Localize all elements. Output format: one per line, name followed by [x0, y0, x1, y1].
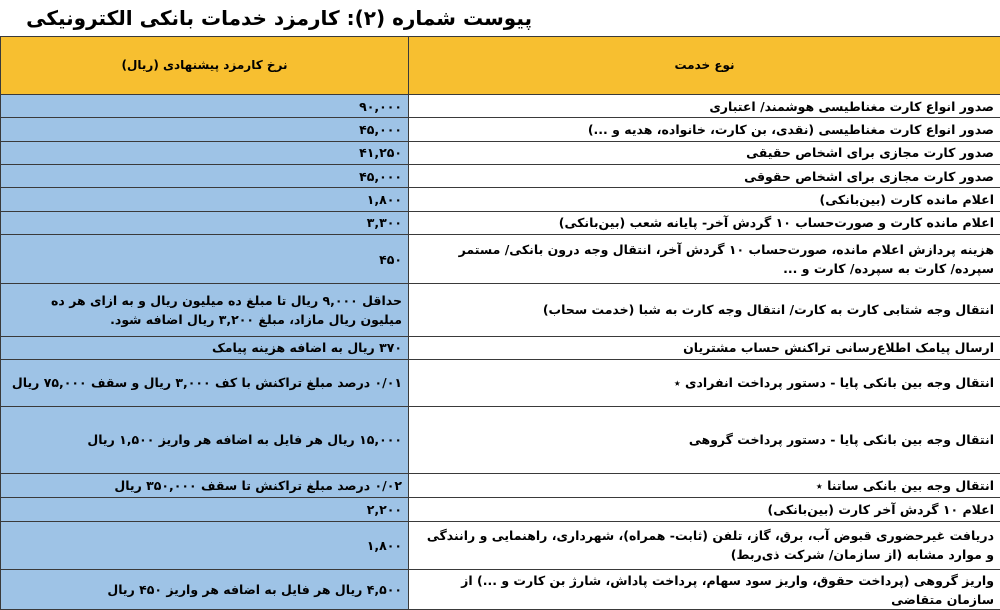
service-cell: صدور کارت مجازی برای اشخاص حقوقی [409, 165, 1000, 188]
header-row [1, 37, 1000, 95]
table-row [1, 360, 1000, 407]
table-row [1, 211, 1000, 234]
table-row [1, 406, 1000, 473]
table-row [1, 188, 1000, 211]
fee-cell: حداقل ۹,۰۰۰ ریال تا مبلغ ده میلیون ریال و به ازای هر ده میلیون ریال مازاد، مبلغ ۳,۲۰۰ ریال اضافه شود. [1, 283, 409, 336]
service-cell: واریز گروهی (پرداخت حقوق، واریز سود سهام، پرداخت پاداش، شارژ بن کارت و ...) از سازمان متقاضی [409, 570, 1000, 610]
table-row [1, 283, 1000, 336]
service-cell: اعلام ۱۰ گردش آخر کارت (بین‌بانکی) [409, 498, 1000, 521]
fee-cell: ۹۰,۰۰۰ [1, 95, 409, 118]
service-cell: ارسال پیامک اطلاع‌رسانی تراکنش حساب مشتریان [409, 336, 1000, 359]
table-row [1, 521, 1000, 570]
table-row [1, 235, 1000, 284]
table-row [1, 336, 1000, 359]
fee-cell: ۱,۸۰۰ [1, 188, 409, 211]
table-row [1, 95, 1000, 118]
fee-cell: ۳۷۰ ریال به اضافه هزینه پیامک [1, 336, 409, 359]
service-cell: صدور انواع کارت مغناطیسی هوشمند/ اعتباری [409, 95, 1000, 118]
service-cell: انتقال وجه شتابی کارت به کارت/ انتقال وجه کارت به شبا (خدمت سحاب) [409, 283, 1000, 336]
table-row [1, 118, 1000, 141]
fee-cell: ۰/۰۱ درصد مبلغ تراکنش با کف ۳,۰۰۰ ریال و سقف ۷۵,۰۰۰ ریال [1, 360, 409, 407]
fee-cell: ۲,۲۰۰ [1, 498, 409, 521]
fee-cell: ۴,۵۰۰ ریال هر فایل به اضافه هر واریز ۴۵۰ ریال [1, 570, 409, 610]
service-cell: انتقال وجه بین بانکی ساتنا ٭ [409, 473, 1000, 497]
fee-cell: ۴۵,۰۰۰ [1, 118, 409, 141]
fee-cell: ۴۱,۲۵۰ [1, 141, 409, 164]
fee-cell: ۰/۰۲ درصد مبلغ تراکنش تا سقف ۳۵۰,۰۰۰ ریال [1, 473, 409, 497]
service-cell: دریافت غیرحضوری قبوض آب، برق، گاز، تلفن (ثابت- همراه)، شهرداری، راهنمایی و رانندگی و موارد مشابه (از سازمان/ شرکت ذی‌ربط) [409, 521, 1000, 570]
service-cell: هزینه پردازش اعلام مانده، صورت‌حساب ۱۰ گردش آخر، انتقال وجه درون بانکی/ مستمر سپرده/ کارت به سپرده/ کارت و ... [409, 235, 1000, 284]
fee-cell: ۱۵,۰۰۰ ریال هر فایل به اضافه هر واریز ۱,۵۰۰ ریال [1, 406, 409, 473]
service-cell: صدور انواع کارت مغناطیسی (نقدی، بن کارت، خانواده، هدیه و ...) [409, 118, 1000, 141]
page-title: پیوست شماره (۲): کارمزد خدمات بانکی الکترونیکی [26, 6, 532, 30]
table-row [1, 141, 1000, 164]
service-cell: صدور کارت مجازی برای اشخاص حقیقی [409, 141, 1000, 164]
service-cell: انتقال وجه بین بانکی پایا - دستور پرداخت انفرادی ٭ [409, 360, 1000, 407]
table-row [1, 165, 1000, 188]
service-cell: انتقال وجه بین بانکی پایا - دستور پرداخت گروهی [409, 406, 1000, 473]
service-cell: اعلام مانده کارت و صورت‌حساب ۱۰ گردش آخر- پایانه شعب (بین‌بانکی) [409, 211, 1000, 234]
header-fee: نرخ کارمزد پیشنهادی (ریال) [1, 37, 409, 95]
service-cell: اعلام مانده کارت (بین‌بانکی) [409, 188, 1000, 211]
fee-table [0, 36, 1000, 610]
fee-cell: ۴۵,۰۰۰ [1, 165, 409, 188]
header-service: نوع خدمت [409, 37, 1000, 95]
fee-cell: ۴۵۰ [1, 235, 409, 284]
fee-cell: ۳,۳۰۰ [1, 211, 409, 234]
table-row [1, 473, 1000, 497]
fee-cell: ۱,۸۰۰ [1, 521, 409, 570]
table-row [1, 498, 1000, 521]
table-row [1, 570, 1000, 610]
